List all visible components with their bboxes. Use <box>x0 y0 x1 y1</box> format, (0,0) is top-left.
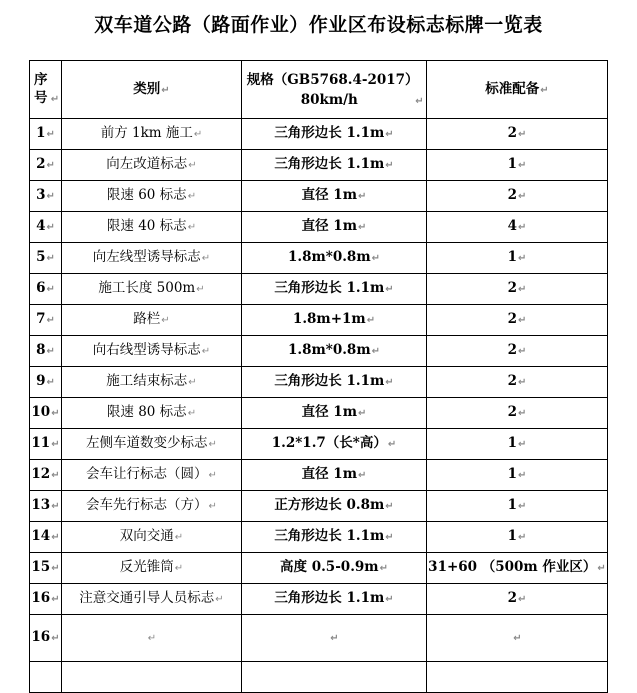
cell-no: 10↵ <box>30 398 62 429</box>
cell-spec: 高度 0.5-0.9m↵ <box>242 553 427 584</box>
cell-no: 4↵ <box>30 212 62 243</box>
cell-spec: 正方形边长 0.8m↵ <box>242 491 427 522</box>
cell-spec: 直径 1m↵ <box>242 398 427 429</box>
cell-spec: 三角形边长 1.1m↵ <box>242 522 427 553</box>
cell-category: 限速 40 标志↵ <box>62 212 242 243</box>
cell-category: 注意交通引导人员标志↵ <box>62 584 242 615</box>
cell-config: 2↵ <box>427 398 608 429</box>
cell-spec: 三角形边长 1.1m↵ <box>242 150 427 181</box>
cell-no: 9↵ <box>30 367 62 398</box>
cell-config: 1↵ <box>427 243 608 274</box>
cell-config: 31+60 （500m 作业区）↵ <box>427 553 608 584</box>
cell-no: 15↵ <box>30 553 62 584</box>
cell-category: 左侧车道数变少标志↵ <box>62 429 242 460</box>
cell-spec: 1.8m*0.8m↵ <box>242 336 427 367</box>
cell-config: ↵ <box>427 615 608 662</box>
cell-spec: 直径 1m↵ <box>242 460 427 491</box>
table-header-row <box>30 61 608 119</box>
cell-spec: 三角形边长 1.1m↵ <box>242 274 427 305</box>
table-row <box>30 243 608 274</box>
cell-spec: 1.8m+1m↵ <box>242 305 427 336</box>
table-row <box>30 336 608 367</box>
cell-config: 1↵ <box>427 150 608 181</box>
table-row <box>30 150 608 181</box>
cell-config: 2↵ <box>427 367 608 398</box>
table-row <box>30 553 608 584</box>
cell-no: 12↵ <box>30 460 62 491</box>
cell-no: 14↵ <box>30 522 62 553</box>
header-no: 序号 ↵ <box>30 61 62 119</box>
cell-config: 2↵ <box>427 305 608 336</box>
cell-config: 4↵ <box>427 212 608 243</box>
cell-partial <box>62 662 242 693</box>
sign-table <box>29 60 608 693</box>
cell-no: 16↵ <box>30 584 62 615</box>
table-row <box>30 305 608 336</box>
cell-category: 会车先行标志（方）↵ <box>62 491 242 522</box>
cell-spec: 直径 1m↵ <box>242 181 427 212</box>
table-body <box>30 119 608 693</box>
cell-partial <box>30 662 62 693</box>
cell-config: 1↵ <box>427 460 608 491</box>
cell-no: 5↵ <box>30 243 62 274</box>
cell-category: 前方 1km 施工↵ <box>62 119 242 150</box>
cell-no: 2↵ <box>30 150 62 181</box>
cell-partial <box>242 662 427 693</box>
cell-spec: 三角形边长 1.1m↵ <box>242 119 427 150</box>
table-row <box>30 615 608 662</box>
table-row <box>30 274 608 305</box>
cell-no: 16↵ <box>30 615 62 662</box>
cell-no: 6↵ <box>30 274 62 305</box>
table-row <box>30 212 608 243</box>
cell-category: 施工长度 500m↵ <box>62 274 242 305</box>
cell-category: ↵ <box>62 615 242 662</box>
table-row <box>30 522 608 553</box>
table-row <box>30 398 608 429</box>
cell-spec: 三角形边长 1.1m↵ <box>242 367 427 398</box>
table-row <box>30 460 608 491</box>
cell-config: 2↵ <box>427 584 608 615</box>
cell-config: 2↵ <box>427 181 608 212</box>
cell-category: 向左线型诱导标志↵ <box>62 243 242 274</box>
table-row <box>30 367 608 398</box>
header-category: 类别↵ <box>62 61 242 119</box>
cell-spec: ↵ <box>242 615 427 662</box>
cell-config: 2↵ <box>427 274 608 305</box>
cell-no: 11↵ <box>30 429 62 460</box>
cell-category: 向左改道标志↵ <box>62 150 242 181</box>
cell-no: 1↵ <box>30 119 62 150</box>
cell-partial <box>427 662 608 693</box>
cell-config: 2↵ <box>427 119 608 150</box>
cell-category: 限速 80 标志↵ <box>62 398 242 429</box>
cell-no: 7↵ <box>30 305 62 336</box>
cell-category: 施工结束标志↵ <box>62 367 242 398</box>
header-config: 标准配备↵ <box>427 61 608 119</box>
cell-category: 反光锥筒↵ <box>62 553 242 584</box>
table-row <box>30 584 608 615</box>
cell-category: 限速 60 标志↵ <box>62 181 242 212</box>
page-title: 双车道公路（路面作业）作业区布设标志标牌一览表 <box>94 14 543 36</box>
cell-spec: 三角形边长 1.1m↵ <box>242 584 427 615</box>
table-row <box>30 491 608 522</box>
cell-config: 1↵ <box>427 429 608 460</box>
cell-category: 会车让行标志（圆）↵ <box>62 460 242 491</box>
cell-category: 双向交通↵ <box>62 522 242 553</box>
cell-spec: 1.8m*0.8m↵ <box>242 243 427 274</box>
cell-spec: 直径 1m↵ <box>242 212 427 243</box>
table-row <box>30 181 608 212</box>
cell-config: 1↵ <box>427 491 608 522</box>
cell-spec: 1.2*1.7（长*高）↵ <box>242 429 427 460</box>
cell-config: 1↵ <box>427 522 608 553</box>
table-row <box>30 119 608 150</box>
header-spec: 规格（GB5768.4-2017）80km/h ↵ <box>242 61 427 119</box>
cell-no: 8↵ <box>30 336 62 367</box>
cell-category: 向右线型诱导标志↵ <box>62 336 242 367</box>
cell-category: 路栏↵ <box>62 305 242 336</box>
table-row <box>30 429 608 460</box>
cell-no: 13↵ <box>30 491 62 522</box>
cell-config: 2↵ <box>427 336 608 367</box>
cell-no: 3↵ <box>30 181 62 212</box>
table-row-partial <box>30 662 608 693</box>
